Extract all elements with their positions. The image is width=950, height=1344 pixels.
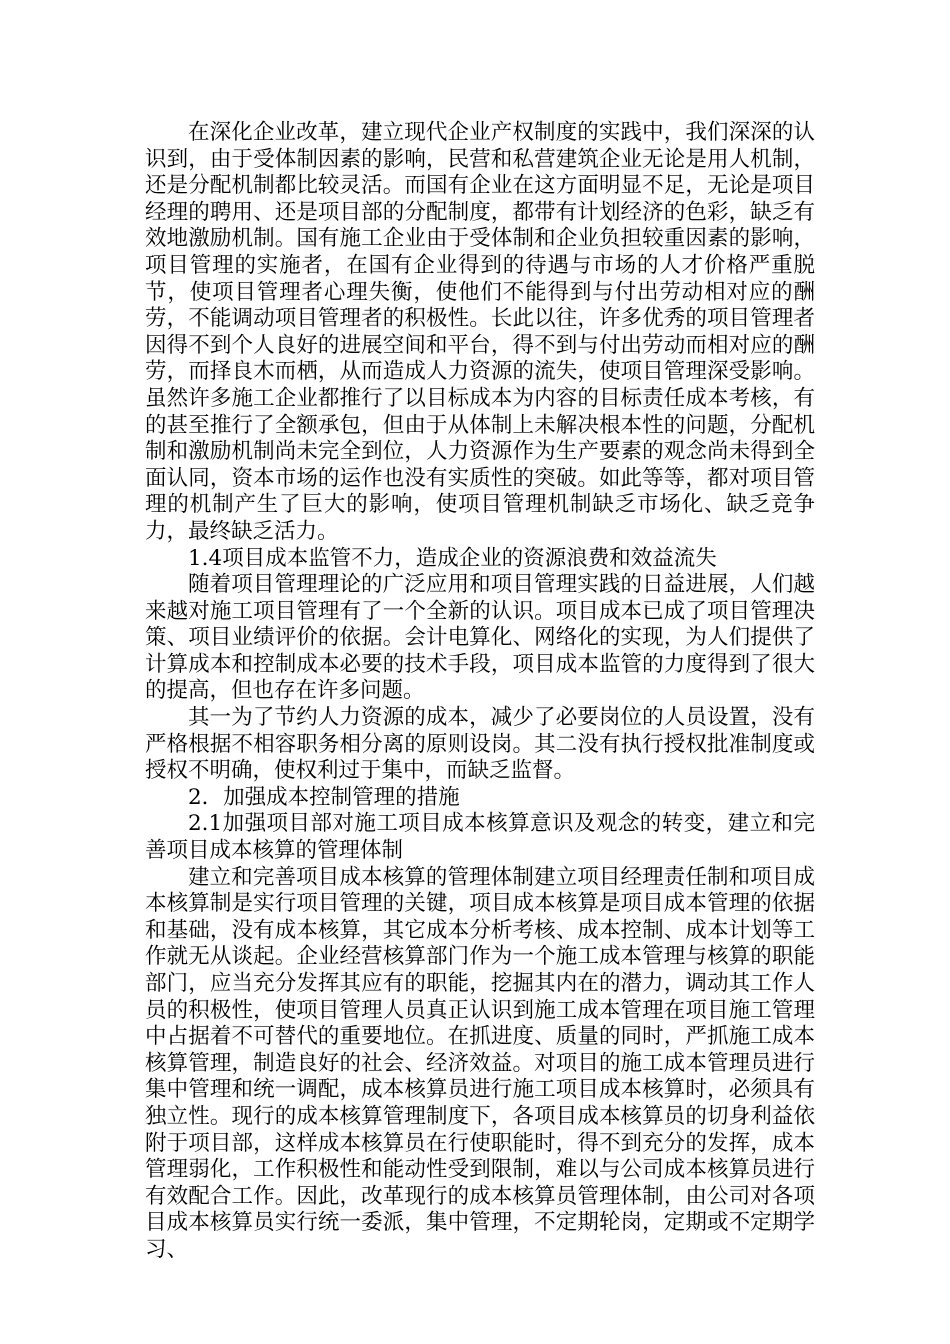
heading-2-1-cost-accounting-system: 2.1加强项目部对施工项目成本核算意识及观念的转变，建立和完善项目成本核算的管理体制 [145,811,815,864]
paragraph-staffing-authorization: 其一为了节约人力资源的成本，减少了必要岗位的人员设置，没有严格根据不相容职务相分离的原则设岗。其二没有执行授权批准制度或授权不明确，使权利过于集中，而缺乏监督。 [145,705,815,784]
heading-2-cost-control-measures: 2．加强成本控制管理的措施 [188,784,460,810]
paragraph-cost-accounting-system: 建立和完善项目成本核算的管理体制建立项目经理责任制和项目成本核算制是实行项目管理的关键，项目成本核算是项目成本管理的依据和基础，没有成本核算，其它成本分析考核、成本控制、成本计划等工作就无从谈起。企业经营核算部门作为一个施工成本管理与核算的职能部门，应当充分发挥其应有的职能，挖掘其内在的潜力，调动其工作人员的积极性，使项目管理人员真正认识到施工成本管理在项目施工管理中占据着不可替代的重要地位。在抓进度、质量的同时，严抓施工成本核算管理，制造良好的社会、经济效益。对项目的施工成本管理员进行集中管理和统一调配，成本核算员进行施工项目成本核算时，必须具有独立性。现行的成本核算管理制度下，各项目成本核算员的切身利益依附于项目部，这样成本核算员在行使职能时，得不到充分的发挥，成本管理弱化，工作积极性和能动性受到限制，难以与公司成本核算员进行有效配合工作。因此，改革现行的成本核算员管理体制，由公司对各项目成本核算员实行统一委派，集中管理，不定期轮岗，定期或不定期学习、 [145,864,815,1262]
heading-1-4-cost-supervision: 1.4项目成本监管不力，造成企业的资源浪费和效益流失 [188,545,717,571]
paragraph-management-mechanism: 在深化企业改革，建立现代企业产权制度的实践中，我们深深的认识到，由于受体制因素的影响，民营和私营建筑企业无论是用人机制，还是分配机制都比较灵活。而国有企业在这方面明显不足，无论是项目经理的聘用、还是项目部的分配制度，都带有计划经济的色彩，缺乏有效地激励机制。国有施工企业由于受体制和企业负担较重因素的影响，项目管理的实施者，在国有企业得到的待遇与市场的人才价格严重脱节，使项目管理者心理失衡，使他们不能得到与付出劳动相对应的酬劳，不能调动项目管理者的积极性。长此以往，许多优秀的项目管理者因得不到个人良好的进展空间和平台，得不到与付出劳动而相对应的酬劳，而择良木而栖，从而造成人力资源的流失，使项目管理深受影响。虽然许多施工企业都推行了以目标成本为内容的目标责任成本考核，有的甚至推行了全额承包，但由于从体制上未解决根本性的问题，分配机制和激励机制尚未完全到位，人力资源作为生产要素的观念尚未得到全面认同，资本市场的运作也没有实质性的突破。如此等等，都对项目管理的机制产生了巨大的影响，使项目管理机制缺乏市场化、缺乏竞争力，最终缺乏活力。 [145,120,815,544]
paragraph-project-management-theory: 随着项目管理理论的广泛应用和项目管理实践的日益进展，人们越来越对施工项目管理有了一个全新的认识。项目成本已成了项目管理决策、项目业绩评价的依据。会计电算化、网络化的实现，为人们提供了计算成本和控制成本必要的技术手段，项目成本监管的力度得到了很大的提高，但也存在许多问题。 [145,572,815,704]
document-body [145,120,815,1264]
